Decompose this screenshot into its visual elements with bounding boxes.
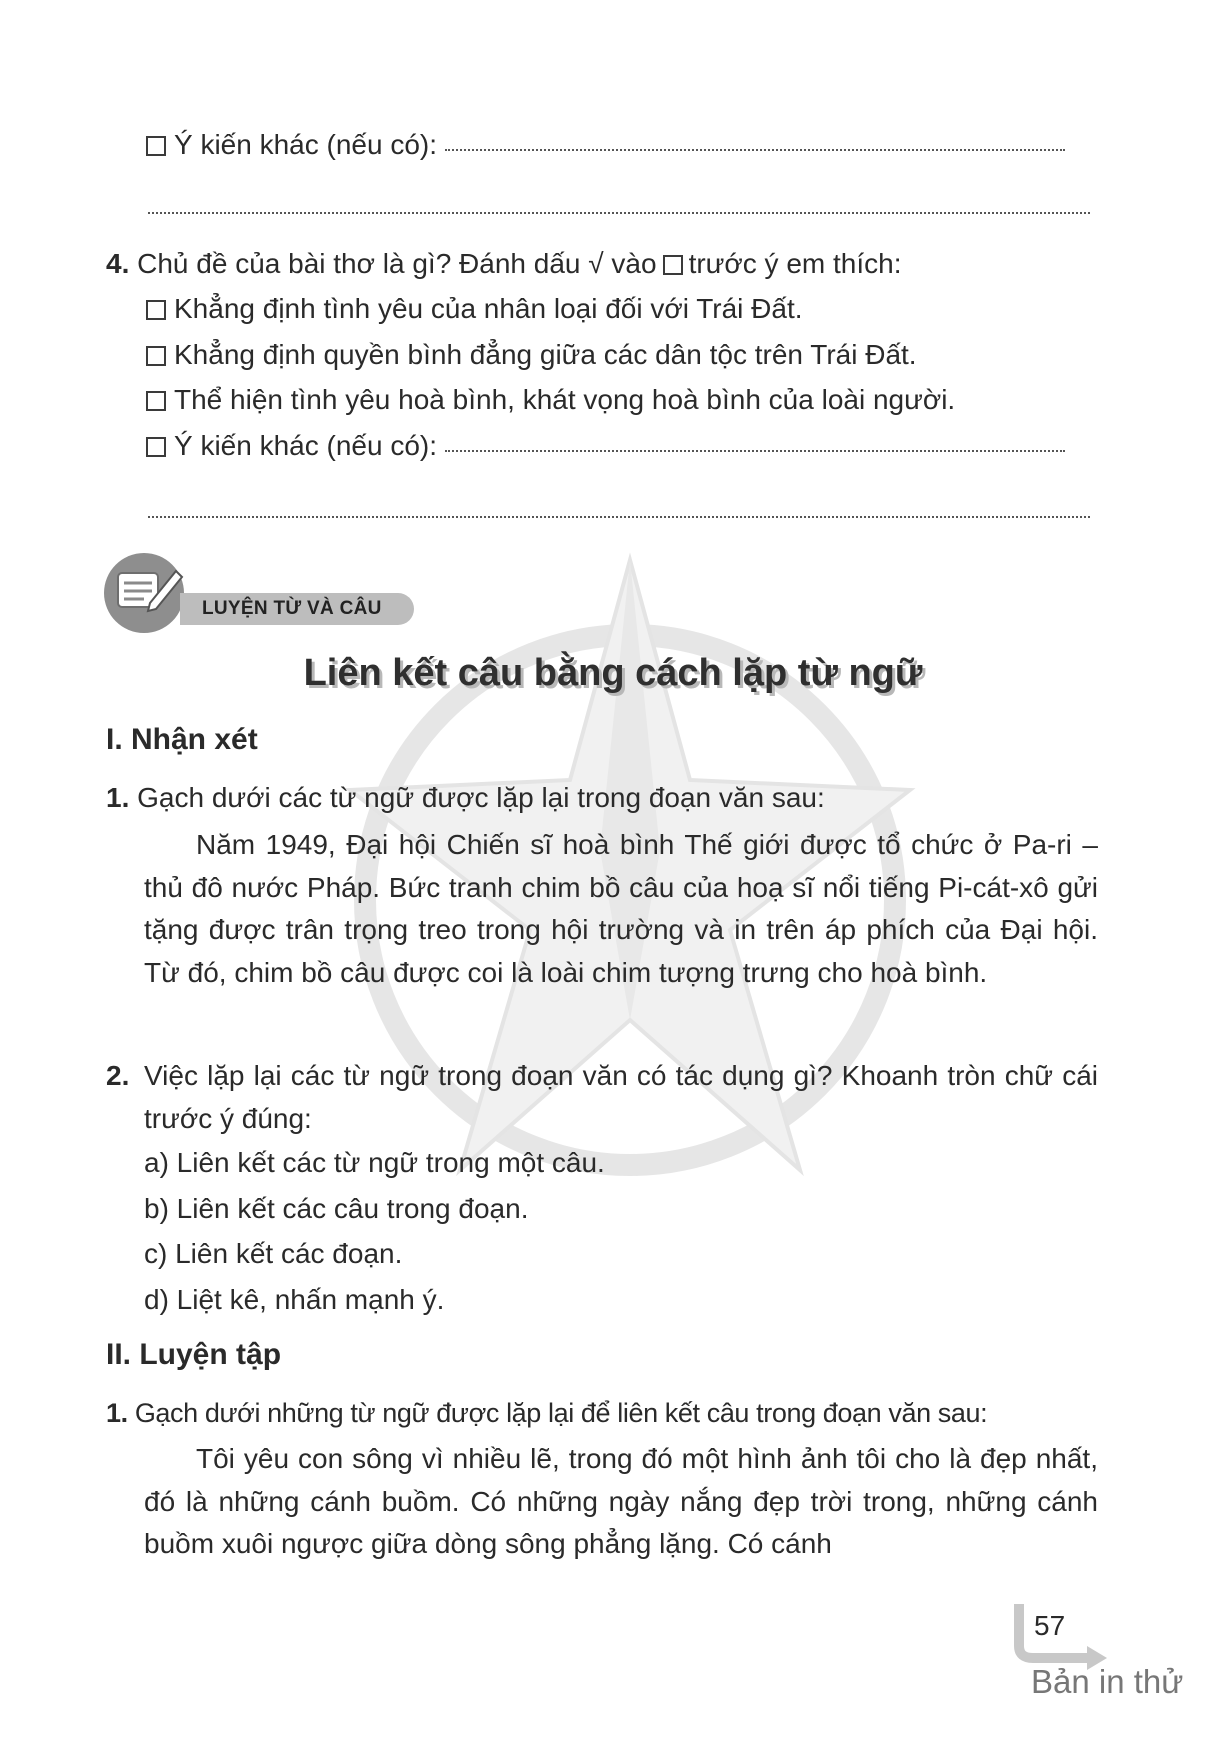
question-text: Chủ đề của bài thơ là gì? Đánh dấu √ vào [137, 248, 657, 279]
question-text-tail: trước ý em thích: [688, 248, 902, 279]
question-text: Gạch dưới những từ ngữ được lặp lại để liên kết câu trong đoạn văn sau: [134, 1398, 988, 1428]
answer-dotted-line[interactable] [148, 516, 1090, 518]
option-label: Khẳng định quyền bình đẳng giữa các dân tộc trên Trái Đất. [174, 339, 917, 370]
option-item [146, 429, 1065, 463]
checkbox-symbol-icon [663, 255, 683, 275]
top-other-option-label: Ý kiến khác (nếu có): [174, 129, 438, 160]
top-other-option [146, 128, 1065, 162]
passage-paragraph [144, 1438, 1098, 1566]
checkbox[interactable] [146, 391, 166, 411]
part-1-question-1 [106, 781, 825, 815]
question-number: 2. [106, 1060, 130, 1091]
question-text: Gạch dưới các từ ngữ được lặp lại trong đoạn văn sau: [137, 782, 825, 813]
option-item [146, 383, 955, 417]
option-label: Khẳng định tình yêu của nhân loại đối với Trái Đất. [174, 293, 803, 324]
answer-option[interactable]: a) Liên kết các từ ngữ trong một câu. [144, 1147, 605, 1178]
question-number: 1. [106, 782, 130, 813]
checkbox[interactable] [146, 346, 166, 366]
draft-label: Bản in thử [1031, 1663, 1184, 1700]
part-2-question-1 [106, 1396, 987, 1430]
question-text: Việc lặp lại các từ ngữ trong đoạn văn có tác dụng gì? Khoanh tròn chữ cái trước ý đúng: [144, 1060, 1098, 1134]
part-2-heading: II. Luyện tập [106, 1338, 282, 1371]
answer-dotted-line[interactable] [148, 212, 1090, 214]
part-1-question-2 [106, 1055, 1098, 1140]
checkbox[interactable] [146, 136, 166, 156]
answer-dotted-line[interactable] [445, 450, 1065, 452]
notebook-pencil-icon [104, 553, 184, 633]
passage-text: Năm 1949, Đại hội Chiến sĩ hoà bình Thế giới được tổ chức ở Pa-ri – thủ đô nước Pháp. Bức tranh chim bồ câu của hoạ sĩ nổi tiếng Pi-cát-xô gửi tặng được trân trọng treo trong hội trường và in trên áp phích của Đại hội. Từ đó, chim bồ câu được coi là loài chim tượng trưng cho hoà bình. [144, 829, 1098, 988]
question-number: 1. [106, 1398, 128, 1428]
passage-paragraph [144, 824, 1098, 994]
answer-dotted-line[interactable] [445, 149, 1065, 151]
lesson-title: Liên kết câu bằng cách lặp từ ngữ [303, 652, 923, 694]
answer-option[interactable]: c) Liên kết các đoạn. [144, 1238, 403, 1269]
part-1-heading: I. Nhận xét [106, 723, 258, 756]
section-tag: LUYỆN TỪ VÀ CÂU [180, 593, 414, 625]
passage-text: Tôi yêu con sông vì nhiều lẽ, trong đó một hình ảnh tôi cho là đẹp nhất, đó là những cánh buồm. Có những ngày nắng đẹp trời trong, những cánh buồm xuôi ngược giữa dòng sông phẳng lặng. Có cánh [144, 1443, 1098, 1559]
page-number: 57 [1034, 1610, 1066, 1641]
option-label: Thể hiện tình yêu hoà bình, khát vọng hoà bình của loài người. [174, 384, 956, 415]
question-number: 4. [106, 248, 130, 279]
answer-option[interactable]: d) Liệt kê, nhấn mạnh ý. [144, 1284, 445, 1315]
option-item [146, 292, 803, 326]
checkbox[interactable] [146, 437, 166, 457]
question-4 [106, 247, 902, 281]
answer-option[interactable]: b) Liên kết các câu trong đoạn. [144, 1193, 529, 1224]
checkbox[interactable] [146, 300, 166, 320]
option-label: Ý kiến khác (nếu có): [174, 430, 438, 461]
option-item [146, 338, 917, 372]
